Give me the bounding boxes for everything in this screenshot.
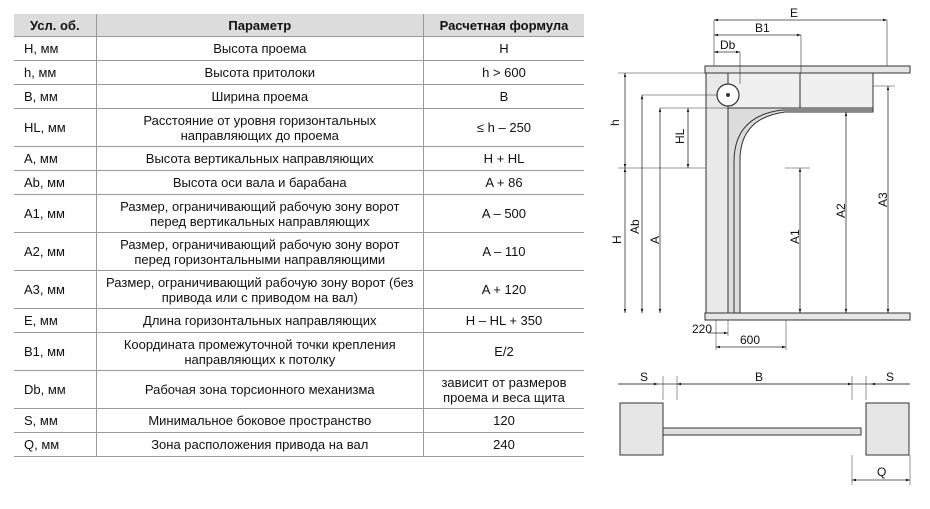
- cell-symbol: HL, мм: [14, 109, 96, 147]
- cell-formula: A + 86: [423, 171, 584, 195]
- header-parameter: Параметр: [96, 14, 423, 37]
- cell-formula: h > 600: [423, 61, 584, 85]
- side-view: [608, 6, 910, 350]
- dim-h: h: [608, 119, 622, 126]
- cell-symbol: Db, мм: [14, 371, 96, 409]
- plan-view: [618, 370, 910, 485]
- table-header-row: [14, 14, 584, 37]
- cell-symbol: Ab, мм: [14, 171, 96, 195]
- cell-parameter: Минимальное боковое пространство: [96, 409, 423, 433]
- dim-220: 220: [692, 322, 713, 336]
- cell-parameter: Высота проема: [96, 37, 423, 61]
- table-row: [14, 233, 584, 271]
- cell-parameter: Высота оси вала и барабана: [96, 171, 423, 195]
- dim-H: H: [610, 235, 624, 244]
- cell-parameter: Размер, ограничивающий рабочую зону ворот перед горизонтальными направляющими: [96, 233, 423, 271]
- cell-formula: зависит от размеров проема и веса щита: [423, 371, 584, 409]
- cell-parameter: Координата промежуточной точки крепления направляющих к потолку: [96, 333, 423, 371]
- dim-A3: A3: [876, 192, 890, 207]
- table-row: [14, 37, 584, 61]
- guide-curve: [728, 108, 873, 313]
- table-row: [14, 433, 584, 457]
- header-symbol: Усл. об.: [14, 14, 96, 37]
- cell-formula: H + HL: [423, 147, 584, 171]
- dim-B1: B1: [755, 21, 770, 35]
- cell-symbol: S, мм: [14, 409, 96, 433]
- ceiling-rail-top: [705, 66, 910, 73]
- cell-formula: 120: [423, 409, 584, 433]
- cell-parameter: Размер, ограничивающий рабочую зону ворот перед вертикальных направляющих: [96, 195, 423, 233]
- dim-Q: Q: [877, 465, 887, 479]
- cell-formula: E/2: [423, 333, 584, 371]
- cell-parameter: Высота вертикальных направляющих: [96, 147, 423, 171]
- table-row: [14, 333, 584, 371]
- cell-formula: A + 120: [423, 271, 584, 309]
- wall-left: [620, 403, 663, 455]
- dim-S-left: S: [640, 370, 649, 384]
- cell-formula: 240: [423, 433, 584, 457]
- dim-B: B: [755, 370, 764, 384]
- cell-symbol: A, мм: [14, 147, 96, 171]
- cell-formula: H – HL + 350: [423, 309, 584, 333]
- table-row: [14, 309, 584, 333]
- door-panel: [663, 428, 861, 435]
- table-row: [14, 85, 584, 109]
- dim-Db: Db: [720, 38, 736, 52]
- table-row: [14, 61, 584, 85]
- cell-parameter: Зона расположения привода на вал: [96, 433, 423, 457]
- cell-parameter: Рабочая зона торсионного механизма: [96, 371, 423, 409]
- cell-formula: ≤ h – 250: [423, 109, 584, 147]
- dim-Ab: Ab: [628, 219, 642, 234]
- table-row: [14, 195, 584, 233]
- floor-rail: [705, 313, 910, 320]
- dim-A2: A2: [834, 203, 848, 218]
- dim-E: E: [790, 6, 799, 20]
- cell-formula: B: [423, 85, 584, 109]
- cell-symbol: B1, мм: [14, 333, 96, 371]
- cell-symbol: A2, мм: [14, 233, 96, 271]
- cell-symbol: Q, мм: [14, 433, 96, 457]
- cell-parameter: Размер, ограничивающий рабочую зону ворот (без привода или с приводом на вал): [96, 271, 423, 309]
- table-row: [14, 409, 584, 433]
- cell-parameter: Расстояние от уровня горизонтальных направляющих до проема: [96, 109, 423, 147]
- dim-S-right: S: [886, 370, 895, 384]
- dim-A: A: [648, 235, 662, 244]
- cell-parameter: Высота притолоки: [96, 61, 423, 85]
- cell-parameter: Ширина проема: [96, 85, 423, 109]
- table-row: [14, 171, 584, 195]
- header-formula: Расчетная формула: [423, 14, 584, 37]
- cell-symbol: B, мм: [14, 85, 96, 109]
- cell-formula: H: [423, 37, 584, 61]
- table-row: [14, 371, 584, 409]
- parameters-table: [14, 14, 584, 457]
- wall-lintel: [706, 73, 728, 313]
- table-row: [14, 109, 584, 147]
- cell-symbol: A3, мм: [14, 271, 96, 309]
- dim-HL: HL: [673, 128, 687, 144]
- cell-formula: A – 500: [423, 195, 584, 233]
- cell-symbol: E, мм: [14, 309, 96, 333]
- gate-drawing: [590, 0, 930, 509]
- cell-formula: A – 110: [423, 233, 584, 271]
- cell-symbol: H, мм: [14, 37, 96, 61]
- cell-symbol: h, мм: [14, 61, 96, 85]
- wall-right: [866, 403, 909, 455]
- cell-parameter: Длина горизонтальных направляющих: [96, 309, 423, 333]
- table-row: [14, 271, 584, 309]
- dim-A1: A1: [788, 229, 802, 244]
- cell-symbol: A1, мм: [14, 195, 96, 233]
- table-row: [14, 147, 584, 171]
- dim-600: 600: [740, 333, 761, 347]
